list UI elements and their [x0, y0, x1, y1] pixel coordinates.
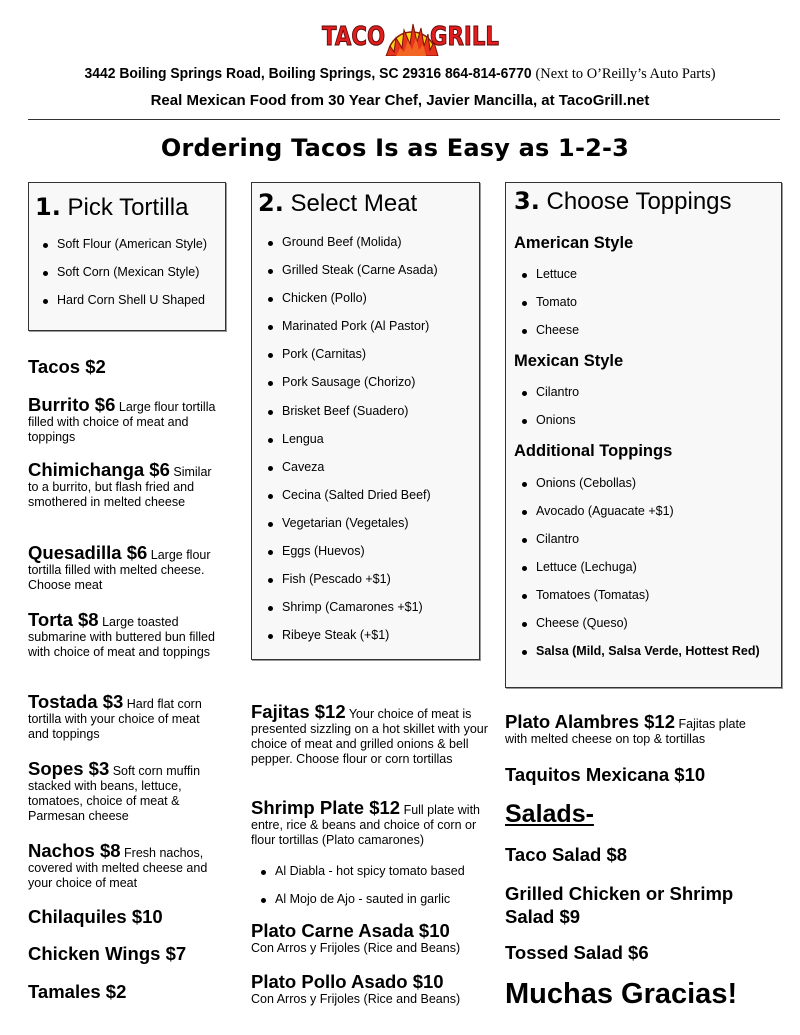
item-name: Fajitas $12	[251, 701, 346, 722]
menu-item-chilaquiles	[28, 907, 223, 927]
item-name: Grilled Chicken or Shrimp Salad $9	[505, 883, 734, 927]
item-desc: Large flour tortilla filled with melted cheese. Choose meat	[28, 548, 211, 592]
menu-item-tamales	[28, 982, 223, 1002]
item-name: Torta $8	[28, 609, 99, 630]
list-item: Eggs (Huevos)	[266, 544, 438, 572]
menu-item-grilled-salad	[505, 882, 785, 928]
menu-item-chimichanga	[28, 460, 223, 510]
list-item: Chicken (Pollo)	[266, 291, 438, 319]
item-name: Plato Carne Asada $10	[251, 920, 450, 941]
menu-item-nachos	[28, 841, 223, 891]
list-item: Tomatoes (Tomatas)	[520, 588, 760, 616]
list-item: Shrimp (Camarones +$1)	[266, 600, 438, 628]
item-name: Chicken Wings $7	[28, 943, 187, 964]
list-item: Tomato	[520, 295, 579, 323]
step1-label: Pick Tortilla	[67, 194, 189, 221]
list-item: Lettuce (Lechuga)	[520, 560, 760, 588]
item-desc: Large flour tortilla filled with choice of meat and toppings	[28, 400, 216, 444]
menu-item-fajitas	[251, 702, 491, 767]
menu-item-taco-salad	[505, 845, 795, 865]
list-item: Brisket Beef (Suadero)	[266, 404, 438, 432]
list-item: Cheese	[520, 323, 579, 351]
menu-item-quesadilla	[28, 543, 223, 593]
item-name: Chimichanga $6	[28, 459, 170, 480]
menu-item-tostada	[28, 692, 223, 742]
menu-item-chicken-wings	[28, 944, 223, 964]
list-item: Pork (Carnitas)	[266, 347, 438, 375]
menu-item-sopes	[28, 759, 223, 824]
list-item: Soft Corn (Mexican Style)	[41, 265, 207, 293]
list-item: Cilantro	[520, 385, 579, 413]
list-item: Onions	[520, 413, 579, 441]
item-desc: Full plate with entre, rice & beans and choice of corn or flour tortillas (Plato camarones)	[251, 803, 480, 847]
step1-number: 1.	[35, 193, 61, 221]
list-item: Al Mojo de Ajo - sauted in garlic	[251, 892, 465, 920]
salads-heading: Salads-	[505, 800, 594, 828]
item-desc: Large toasted submarine with buttered bun filled with choice of meat and toppings	[28, 615, 215, 659]
menu-item-torta	[28, 610, 223, 660]
menu-item-plato-pollo-asado	[251, 972, 491, 1007]
address-note: (Next to O’Reilly’s Auto Parts)	[535, 66, 716, 82]
additional-toppings-heading: Additional Toppings	[514, 442, 673, 460]
step2-label: Select Meat	[290, 190, 418, 217]
item-name: Quesadilla $6	[28, 542, 148, 563]
menu-item-tacos	[28, 357, 223, 377]
step3-number: 3.	[514, 187, 540, 215]
address-line	[16, 66, 784, 83]
menu-item-shrimp-plate	[251, 798, 491, 848]
step3-label: Choose Toppings	[546, 188, 732, 215]
item-name: Burrito $6	[28, 394, 116, 415]
item-desc: Hard flat corn tortilla with your choice of meat and toppings	[28, 697, 202, 741]
list-item: Cecina (Salted Dried Beef)	[266, 488, 438, 516]
menu-item-tossed-salad	[505, 943, 795, 963]
meat-list	[266, 235, 438, 656]
list-item: Al Diabla - hot spicy tomato based	[251, 864, 465, 892]
item-name: Tacos $2	[28, 356, 106, 377]
menu-item-taquitos-mexicana	[505, 765, 795, 785]
step2-number: 2.	[258, 189, 284, 217]
list-item: Vegetarian (Vegetales)	[266, 516, 438, 544]
step1-title	[35, 193, 188, 222]
item-desc: Your choice of meat is presented sizzling on a hot skillet with your choice of meat and grilled onions & bell pepper. Choose flour or corn tortillas	[251, 707, 488, 766]
logo-grill-text: GRILL	[430, 22, 500, 52]
menu-item-plato-carne-asada	[251, 921, 491, 956]
list-item: Grilled Steak (Carne Asada)	[266, 263, 438, 291]
item-name: Taco Salad $8	[505, 844, 628, 865]
list-item: Lettuce	[520, 267, 579, 295]
item-desc: Con Arros y Frijoles (Rice and Beans)	[251, 992, 461, 1006]
list-item: Salsa (Mild, Salsa Verde, Hottest Red)	[520, 644, 760, 672]
logo-taco-text: TACO	[322, 22, 386, 52]
tagline: Real Mexican Food from 30 Year Chef, Javier Mancilla, at TacoGrill.net	[150, 92, 650, 109]
header-divider	[28, 119, 780, 120]
item-name: Plato Alambres $12	[505, 711, 676, 732]
list-item: Marinated Pork (Al Pastor)	[266, 319, 438, 347]
list-item: Onions (Cebollas)	[520, 476, 760, 504]
american-toppings-list	[520, 267, 579, 351]
list-item: Caveza	[266, 460, 438, 488]
step2-title	[258, 189, 417, 218]
shrimp-options-list	[251, 864, 465, 920]
list-item: Cheese (Queso)	[520, 616, 760, 644]
item-desc: Fajitas plate with melted cheese on top & tortillas	[505, 717, 746, 746]
tortilla-list	[41, 237, 207, 321]
list-item: Ribeye Steak (+$1)	[266, 628, 438, 656]
list-item: Lengua	[266, 432, 438, 460]
step3-box	[505, 182, 782, 688]
list-item: Avocado (Aguacate +$1)	[520, 504, 760, 532]
item-name: Shrimp Plate $12	[251, 797, 401, 818]
mexican-toppings-list	[520, 385, 579, 441]
menu-item-plato-alambres	[505, 712, 765, 747]
list-item: Cilantro	[520, 532, 760, 560]
step1-box	[28, 182, 226, 331]
item-name: Tossed Salad $6	[505, 942, 649, 963]
step2-box	[251, 182, 480, 660]
american-style-heading: American Style	[514, 234, 634, 252]
list-item: Soft Flour (American Style)	[41, 237, 207, 265]
list-item: Hard Corn Shell U Shaped	[41, 293, 207, 321]
item-desc: Similar to a burrito, but flash fried and smothered in melted cheese	[28, 465, 212, 509]
page-title: Ordering Tacos Is as Easy as 1-2-3	[160, 134, 630, 162]
item-name: Taquitos Mexicana $10	[505, 764, 706, 785]
taco-grill-logo	[320, 12, 510, 56]
item-desc: Soft corn muffin stacked with beans, lettuce, tomatoes, choice of meat & Parmesan cheese	[28, 764, 201, 823]
address-text: 3442 Boiling Springs Road, Boiling Springs, SC 29316 864-814-6770	[84, 66, 532, 82]
item-name: Plato Pollo Asado $10	[251, 971, 444, 992]
item-desc: Fresh nachos, covered with melted cheese and your choice of meat	[28, 846, 208, 890]
item-name: Nachos $8	[28, 840, 121, 861]
menu-item-burrito	[28, 395, 223, 445]
closing-message: Muchas Gracias!	[505, 978, 738, 1010]
item-name: Chilaquiles $10	[28, 906, 163, 927]
item-desc: Con Arros y Frijoles (Rice and Beans)	[251, 941, 461, 955]
mexican-style-heading: Mexican Style	[514, 352, 624, 370]
item-name: Tostada $3	[28, 691, 124, 712]
item-name: Sopes $3	[28, 758, 110, 779]
list-item: Pork Sausage (Chorizo)	[266, 375, 438, 403]
list-item: Ground Beef (Molida)	[266, 235, 438, 263]
step3-title	[514, 187, 732, 216]
additional-toppings-list	[520, 476, 760, 672]
list-item: Fish (Pescado +$1)	[266, 572, 438, 600]
item-name: Tamales $2	[28, 981, 127, 1002]
